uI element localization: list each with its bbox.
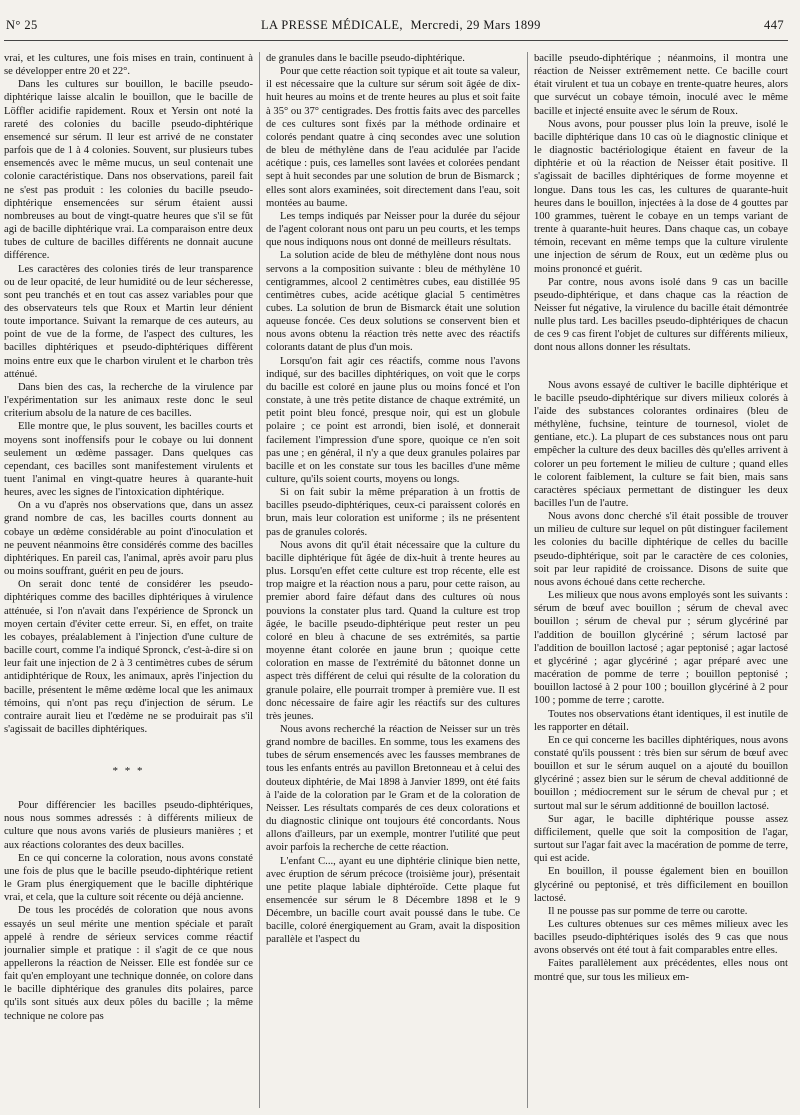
paragraph: Lorsqu'on fait agir ces réactifs, comme nous l'avons indiqué, sur des bacilles diphtériques, on voit que le corps du bacille est coloré en jaune plus ou moins foncé et l'on constate, à une très petite distance de chaque extrémité, un petit point bleu foncé, presque noir, qui est un globule polaire ; ce point est arrondi, bien isolé, et donnerait facilement l'impression d'une spore, quoique ce n'en soit pas une ; en général, il n'y a que deux granules polaires par bacille et on les constate sur tous les bacilles d'une même culture, qu'ils soient courts, moyens ou longs. <box>266 355 520 485</box>
page-number: 447 <box>764 18 784 32</box>
paragraph: En bouillon, il pousse également bien en bouillon glycériné ou peptonisé, et très difficilement en bouillon lactosé. <box>534 866 788 904</box>
column-1 <box>4 52 253 1110</box>
paragraph: Pour que cette réaction soit typique et ait toute sa valeur, il est nécessaire que la culture sur sérum soit âgée de dix-huit heures au moins et de trente heures au plus et soit faite à 35° ou 37° centigrades. Des frottis faits avec des parcelles de ces cultures sont fixés par la méthode ordinaire et colorés pendant quatre à cinq secondes avec une solution de bleu de méthylène dans de l'eau acidulée par l'acide acétique : puis, ces lamelles sont lavées et colorées pendant sept à huit secondes par une solution de brun de Bismarck ; elles sont alors examinées, soit directement dans l'eau, soit montées au baume. <box>266 66 520 209</box>
paragraph: Nous avons recherché la réaction de Neisser sur un très grand nombre de bacilles. En somme, tous les examens des tubes de sérum ensemencés avec les fausses membranes de tous les enfants entrés au pavillon Bretonneau et à celui des douteux diphtérie, de Mai 1898 à Janvier 1899, ont été faits à l'aide de la coloration par le Gram et de la coloration de Neisser. Les résultats comparés de ces deux colorations et du diagnostic clinique ont toujours été concordants. Nous allons d'ailleurs, par un exemple, montrer l'utilité que peut avoir parfois la recherche de cette réaction. <box>266 723 520 854</box>
paragraph: de granules dans le bacille pseudo-diphtérique. <box>266 53 465 64</box>
journal-title: LA PRESSE MÉDICALE, <box>260 18 403 32</box>
paragraph: L'enfant C..., ayant eu une diphtérie clinique bien nette, avec éruption de sérum précoce (troisième jour), présentait une petite plaque labiale diphtéroïde. Cette plaque fut ensemencée sur sérum le 8 Décembre 1898 et le 9 Décembre, un bacille court avait poussé dans le tube. Ce bacille, coloré énergiquement au Gram, avait la disposition parallèle et l'aspect du <box>266 855 520 946</box>
issue-number: N° 25 <box>6 18 38 32</box>
paragraph: Sur agar, le bacille diphtérique pousse assez difficilement, quelle que soit la composition de l'agar, surtout sur l'agar fait avec la macération de pomme de terre, qui est acide. <box>534 813 788 865</box>
column-divider <box>259 52 260 1108</box>
paragraph: On a vu d'après nos observations que, dans un assez grand nombre de cas, les bacilles courts donnent au cobaye un œdème considérable au point d'inoculation et ne peuvent néanmoins être considérés comme des bacilles diphtériques. En pareil cas, l'animal, après avoir paru plus ou moins souffrant, guérit en peu de jours. <box>4 500 253 578</box>
paragraph: vrai, et les cultures, une fois mises en train, continuent à se développer entre 20 et 22°. <box>4 53 253 78</box>
paragraph: Toutes nos observations étant identiques, il est inutile de les rapporter en détail. <box>534 708 788 733</box>
paragraph: Nous avons dit qu'il était nécessaire que la culture du bacille diphtérique fût âgée de dix-huit à trente heures au plus. Lorsqu'en effet cette culture est trop récente, elle est trop maigre et la réaction nous a paru, pour cette raison, au premier abord faire défaut dans des cultures où nous pouvions la constater plus tard. Quand la culture est trop âgée, le bacille pseudo-diphtérique peut rester un peu coloré en bleu à chacune de ses extrémités, sa partie moyenne étant colorée en jaune brun ; quoique cette coloration en masse de l'extrémité du bâtonnet donne un aspect très différent de celui qui résulte de la coloration du granule polaire, elle pourrait tromper à première vue. Il est donc nécessaire de faire agir les réactifs sur des cultures très jeunes. <box>266 539 520 722</box>
paragraph: Elle montre que, le plus souvent, les bacilles courts et moyens sont inoffensifs pour le cobaye ou lui donnent seulement un œdème passager. Dans quelques cas cependant, ces bacilles sont manifestement virulents et tuent l'animal en vingt-quatre heures à quarante-huit heures, avec les signes de l'intoxication diphtérique. <box>4 421 253 499</box>
issue-date: Mercredi, 29 Mars 1899 <box>410 18 541 32</box>
paragraph: En ce qui concerne la coloration, nous avons constaté une fois de plus que le bacille pseudo-diphtérique retient le Gram plus énergiquement que le bacille diphtérique vrai, et cela, que la culture soit récente ou déjà ancienne. <box>4 852 253 904</box>
paragraph: Les temps indiqués par Neisser pour la durée du séjour de l'agent colorant nous ont paru un peu courts, et les temps que nous indiquons nous ont donné de meilleurs résultats. <box>266 210 520 249</box>
page-header <box>6 18 784 38</box>
paragraph: Dans bien des cas, la recherche de la virulence par l'expérimentation sur les animaux reste donc le seul criterium absolu de la nature de ces bacilles. <box>4 381 253 420</box>
paragraph: Nous avons donc cherché s'il était possible de trouver un milieu de culture sur lequel on pût distinguer facilement les colonies du bacille diphtérique de celles du bacille pseudo-diphtérique, soit par le caractère de ces colonies, soit par leur rapidité de croissance. Disons de suite que nous avons échoué dans cette recherche. <box>534 511 788 588</box>
paragraph: Les cultures obtenues sur ces mêmes milieux avec les bacilles pseudo-diphtériques isolés des 9 cas que nous avons observés ont été tout à fait comparables entre elles. <box>534 919 788 957</box>
paragraph: Les caractères des colonies tirés de leur transparence ou de leur opacité, de leur humidité ou de leur sécheresse, sont peu tranchés et en tout cas assez variables pour que des observateurs tels que Roux et Martin leur dénient toute importance. Suivant la remarque de ces auteurs, au point de vue de la forme, de l'aspect des cultures, les bacilles diphtériques et pseudo-diphtériques diffèrent moins entre eux que le charbon virulent et le charbon très atténué. <box>4 263 253 380</box>
paragraph: bacille pseudo-diphtérique ; néanmoins, il montra une réaction de Neisser extrêmement nette. Ce bacille court était virulent et tua un cobaye en trente-quatre heures, alors que survécut un cobaye témoin, inoculé avec le même bacille et injecté ensuite avec le sérum de Roux. <box>534 53 788 117</box>
paragraph: Pour différencier les bacilles pseudo-diphtériques, nous nous sommes adressés : à différents milieux de culture que nous avons variés de plusieurs manières ; et aux réactions colorantes des deux bacilles. <box>4 800 253 851</box>
paragraph: Nous avons, pour pousser plus loin la preuve, isolé le bacille diphtérique dans 10 cas où le diagnostic clinique et le diagnostic bactériologique étaient en faveur de la diphtérie et où la réaction de Neisser était positive. Il s'agissait de bacilles diphtériques de forme moyenne et longue. Dans tous les cas, les cultures de quarante-huit heures dans le bouillon, injectées à la dose de 4 gouttes par 100 grammes, tuèrent le cobaye en un temps variant de trente à quarante-huit heures. Dans chaque cas, un cobaye témoin, recevant en même temps que la culture virulente une injection de sérum de Roux, eut un œdème plus ou moins prononcé et guérit. <box>534 118 788 275</box>
header-rule <box>4 40 788 41</box>
paragraph: En ce qui concerne les bacilles diphtériques, nous avons constaté qu'ils poussent : très bien sur sérum de bœuf avec bouillon et sur le sérum auquel on a ajouté du bouillon glycériné ; assez bien sur le sérum de cheval additionné de bouillon ; médiocrement sur le sérum de cheval pur ; et surtout mal sur le sérum additionné de bouillon lactosé. <box>534 734 788 812</box>
paragraph: Il ne pousse pas sur pomme de terre ou carotte. <box>548 905 748 917</box>
paragraph: Dans les cultures sur bouillon, le bacille pseudo-diphtérique laisse alcalin le bouillon, que le bacille de Löffler acidifie rapidement. Roux et Yersin ont noté la rareté des colonies du bacille pseudo-diphtérique ensemencé sur sérum. Il leur est arrivé de ne constater parfois que de 1 à 4 colonies. Souvent, sur plusieurs tubes ensemencés avec le même mucus, un seul contenait une colonie caractéristique. Dans nos observations, pareil fait ne s'est pas produit : les colonies du bacille pseudo-diphtérique ensemencées sur sérum étaient aussi nombreuses au bout de vingt-quatre heures que s'il se fût agi de bacille diphtérique vrai. La comparaison entre deux tubes de culture de bacilles différents ne donnait aucune différence. <box>4 79 253 262</box>
paragraph: Par contre, nous avons isolé dans 9 cas un bacille pseudo-diphtérique, et dans chaque cas la réaction de Neisser fut négative, la virulence du bacille était démontrée nulle plus tard. Les bacilles pseudo-diphtériques de chacun de ces 9 cas firent l'objet de cultures sur différents milieux, dont nous allons donner les résultats. <box>534 276 788 354</box>
journal-masthead <box>38 18 764 33</box>
column-divider <box>527 52 528 1108</box>
section-ornament: * * * <box>112 765 145 778</box>
column-2 <box>266 52 520 1110</box>
paragraph: La solution acide de bleu de méthylène dont nous nous servons a la composition suivante : bleu de méthylène 10 centigrammes, alcool 2 centimètres cubes, eau distillée 95 centimètres cubes, acide acétique glacial 5 centimètres cubes. La solution de brun de Bismarck était une solution aqueuse foncée. Ces deux solutions se conservent bien et nous avons obtenu la réaction très nette avec des réactifs colorants datant de plus d'un mois. <box>266 250 520 354</box>
paragraph: Si on fait subir la même préparation à un frottis de bacilles pseudo-diphtériques, ceux-ci paraissent colorés en brun, mais leur coloration est uniforme ; ils ne présentent pas de granules colorés. <box>266 487 520 538</box>
paragraph: Les milieux que nous avons employés sont les suivants : sérum de bœuf avec bouillon ; sérum de cheval avec bouillon ; sérum de cheval pur ; sérum glycériné par l'addition de bouillon glycériné ; sérum lactosé par l'addition de bouillon lactosé ; agar peptonisé ; agar lactosé et glycériné ; agar glycériné ; agar préparé avec une macération de pomme de terre ; bouillon peptonisé ; bouillon lactosé à 2 pour 100 ; bouillon glycériné à 2 pour 100 ; pomme de terre ; carotte. <box>534 590 788 707</box>
paragraph: Faites parallèlement aux précédentes, elles nous ont montré que, sur tous les milieux em- <box>534 958 788 983</box>
paragraph: On serait donc tenté de considérer les pseudo-diphtériques comme des bacilles diphtériques à virulence atténuée, si l'on n'avait dans l'expérience de Spronck un moyen certain d'éviter cette erreur. Si, en effet, on traite les cobayes, préalablement à l'injection d'une culture de bacille court, comme l'a indiqué Spronck, c'est-à-dire si on leur fait une injection de 2 à 3 centimètres cubes de sérum antidiphtérique de Roux, les animaux, après l'injection du bacille, présentent le même œdème local que les animaux témoins, qui n'ont pas reçu d'injection de sérum. Le contraire aurait lieu et l'œdème ne se produirait pas s'il s'agissait de bacilles diphtériques. <box>4 579 253 735</box>
column-3 <box>534 52 788 1110</box>
paragraph: De tous les procédés de coloration que nous avons essayés un seul mérite une mention spéciale et paraît appelé à rendre de sérieux services comme réactif journalier simple et pratique : il s'agit de ce que nous appellerons la réaction de Neisser. Elle est fondée sur ce fait qu'en employant une technique donnée, on colore dans le bacille diphtérique des granules dits polaires, parce qu'ils sont situés aux deux pôles du bacille ; la même technique ne colore pas <box>4 905 253 1022</box>
paragraph: Nous avons essayé de cultiver le bacille diphtérique et le bacille pseudo-diphtérique sur divers milieux colorés à l'aide des substances colorantes ordinaires (bleu de méthylène, fuchsine, teinture de tournesol, violet de gentiane, etc.). La plupart de ces substances nous ont paru empêcher la culture des deux bacilles dès qu'elles arrivent à colorer un peu fortement le milieu de culture ; quand elles le colorent faiblement, la culture se fait bien, mais sans caractères spéciaux permettant de distinguer les deux bacilles l'un de l'autre. <box>534 379 788 509</box>
